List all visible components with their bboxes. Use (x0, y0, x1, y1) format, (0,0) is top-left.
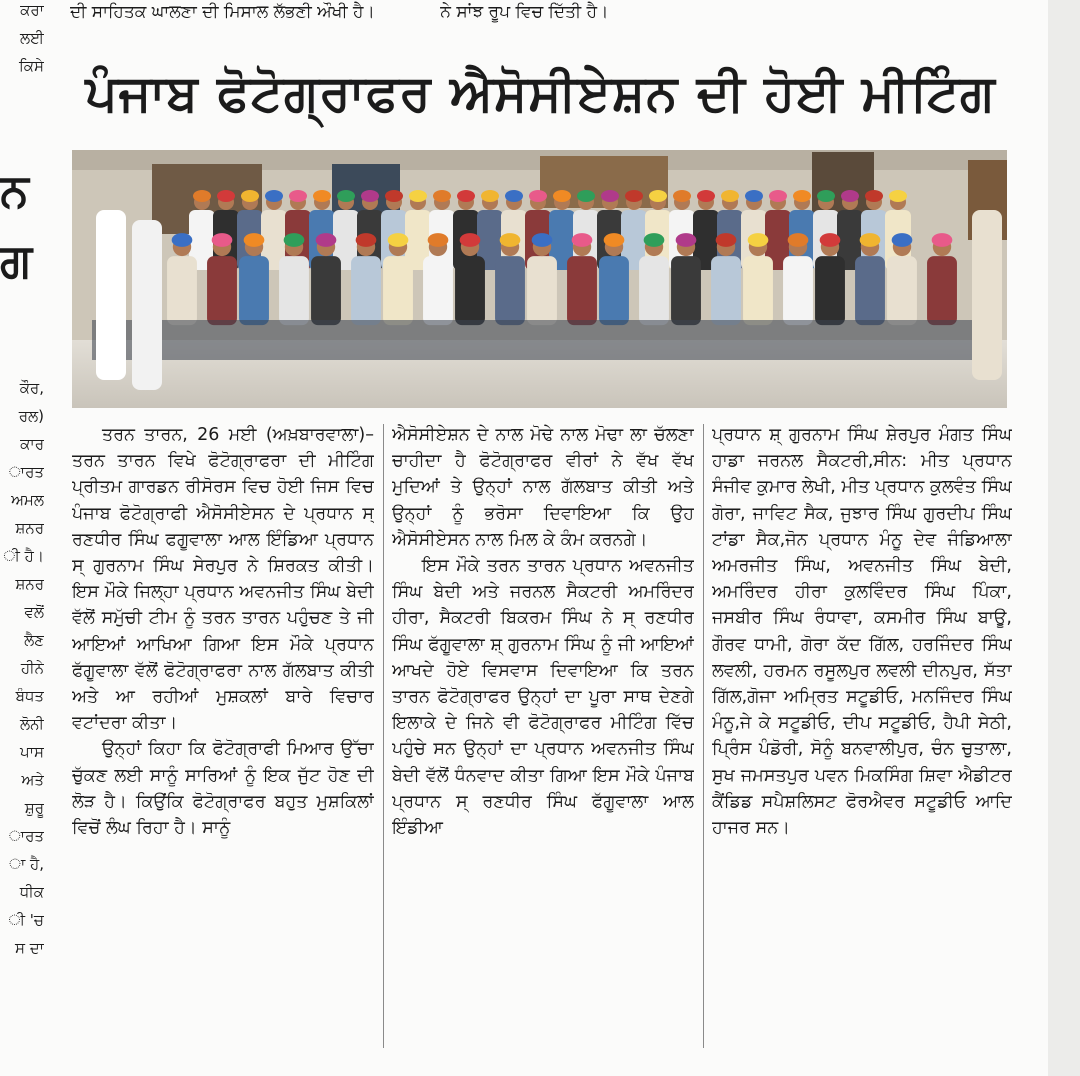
photo-person-turban (604, 233, 625, 247)
photo-person-turban (481, 190, 499, 202)
headline: ਪੰਜਾਬ ਫੋਟੋਗ੍ਰਾਫਰ ਐਸੋਸੀਏਸ਼ਨ ਦੀ ਹੋਈ ਮੀਟਿੰਗ (85, 64, 996, 122)
photo-person-turban (716, 233, 737, 247)
photo-person-body (887, 256, 917, 325)
photo-person-body (927, 256, 957, 325)
photo-person-body (455, 256, 485, 325)
photo-person-turban (385, 190, 403, 202)
photo-person-turban (316, 233, 337, 247)
left-fragment-line: ਲਈ (19, 29, 44, 47)
left-fragment-line: ਾ ਹੈ, (8, 855, 44, 873)
photo-standing-person (96, 210, 126, 380)
previous-article-strip (70, 0, 1020, 28)
left-fragment-line: ਅਤੇ (21, 771, 44, 789)
left-fragment-line: ਸ਼ੁਰੂ (24, 799, 44, 817)
photo-standing-person (132, 220, 162, 390)
photo-person-turban (649, 190, 667, 202)
photo-person-turban (356, 233, 377, 247)
photo-person-turban (745, 190, 763, 202)
left-fragment-line: ਾਰਤ (8, 463, 44, 481)
photo-person-body (815, 256, 845, 325)
left-column-fragment (0, 374, 44, 962)
photo-person-body (207, 256, 237, 325)
photo-person-turban (553, 190, 571, 202)
photo-person-turban (721, 190, 739, 202)
photo-person-body (495, 256, 525, 325)
left-column-fragment-top (0, 0, 44, 80)
photo-person-turban (601, 190, 619, 202)
photo-person-turban (788, 233, 809, 247)
photo-person-turban (889, 190, 907, 202)
photo-person-turban (265, 190, 283, 202)
article-paragraph: ਐਸੋਸੀਏਸ਼ਨ ਦੇ ਨਾਲ ਮੋਢੇ ਨਾਲ ਮੋਢਾ ਲਾ ਚੱਲਣਾ ਚਾਹੀਦਾ ਹੈ ਫੋਟੋਗ੍ਰਾਫਰ ਵੀਰਾਂ ਨੇ ਵੱਖ ਵੱਖ ਮੁਦਿਆਂ ਤੇ ਉਨ੍ਹਾਂ ਨਾਲ ਗੱਲਬਾਤ ਕੀਤੀ ਅਤੇ ਉਨ੍ਹਾਂ ਨੂੰ ਭਰੋਸਾ ਦਿਵਾਇਆ ਕਿ ਉਹ ਐਸੋਸੀਏਸਨ ਨਾਲ ਮਿਲ ਕੇ ਕੰਮ ਕਰਨਗੇ। (392, 425, 694, 550)
article-paragraph: ਇਸ ਮੌਕੇ ਤਰਨ ਤਾਰਨ ਪ੍ਰਧਾਨ ਅਵਨਜੀਤ ਸਿੰਘ ਬੇਦੀ ਅਤੇ ਜਰਨਲ ਸੈਕਟਰੀ ਅਮਰਿੰਦਰ ਹੀਰਾ, ਸੈਕਟਰੀ ਬਿਕਰਮ ਸਿੰਘ ਨੇ ਸ੍ ਰਣਧੀਰ ਸਿੰਘ ਫੱਗੂਵਾਲਾ ਸ਼੍ ਗੁਰਨਾਮ ਸਿੰਘ ਨੂੰ ਜੀ ਆਇਆਂ ਆਖਦੇ ਹੋਏ ਵਿਸਵਾਸ ਦਿਵਾਇਆ ਕਿ ਤਰਨ ਤਾਰਨ ਫੋਟੋਗ੍ਰਾਫਰ ਉਨ੍ਹਾਂ ਦਾ ਪੂਰਾ ਸਾਥ ਦੇਣਗੇ ਇਲਾਕੇ ਦੇ ਜਿਨੇ ਵੀ ਫੋਟੋਗ੍ਰਾਫਰ ਮੀਟਿੰਗ ਵਿੱਚ ਪਹੁੰਚੇ ਸਨ ਉਨ੍ਹਾਂ ਦਾ ਪ੍ਰਧਾਨ ਅਵਨਜੀਤ ਸਿੰਘ ਬੇਦੀ ਵੱਲੋਂ ਧੰਨਵਾਦ ਕੀਤਾ ਗਿਆ ਇਸ ਮੌਕੇ ਪੰਜਾਬ ਪ੍ਰਧਾਨ ਸ੍ ਰਣਧੀਰ ਸਿੰਘ ਫੱਗੂਵਾਲਾ ਆਲ ਇੰਡੀਆ (392, 556, 694, 839)
article-paragraph: ਉਨ੍ਹਾਂ ਕਿਹਾ ਕਿ ਫੋਟੋਗ੍ਰਾਫੀ ਮਿਆਰ ਉੱਚਾ ਚੁੱਕਣ ਲਈ ਸਾਨੂੰ ਸਾਰਿਆਂ ਨੂੰ ਇਕ ਜੁੱਟ ਹੋਣ ਦੀ ਲੋੜ ਹੈ। ਕਿਉਂਕਿ ਫੋਟੋਗ੍ਰਾਫਰ ਬਹੁਤ ਮੁਸ਼ਕਿਲਾਂ ਵਿਚੋਂ ਲੰਘ ਰਿਹਾ ਹੈ। ਸਾਨੂੰ (72, 739, 374, 839)
photo-person-turban (500, 233, 521, 247)
photo-person-turban (820, 233, 841, 247)
photo-person-turban (212, 233, 233, 247)
photo-person-body (783, 256, 813, 325)
photo-person-body (311, 256, 341, 325)
left-fragment-line: ਰਲ) (18, 407, 44, 425)
photo-seated-row (92, 320, 992, 360)
photo-person-turban (433, 190, 451, 202)
column-divider (703, 424, 704, 1048)
left-fragment-line: ਕਾਰ (20, 435, 44, 453)
photo-person-turban (361, 190, 379, 202)
article-paragraph: ਪ੍ਰਧਾਨ ਸ਼੍ ਗੁਰਨਾਮ ਸਿੰਘ ਸ਼ੇਰਪੁਰ ਮੰਗਤ ਸਿੰਘ ਹਾਡਾ ਜਰਨਲ ਸੈਕਟਰੀ,ਸੀਨ: ਮੀਤ ਪ੍ਰਧਾਨ ਸੰਜੀਵ ਕੁਮਾਰ ਲੇਖੀ, ਮੀਤ ਪ੍ਰਧਾਨ ਕੁਲਵੰਤ ਸਿੰਘ ਗੋਰਾ, ਜਾਵਿਟ ਸੈਕ, ਜੁਝਾਰ ਸਿੰਘ ਗੁਰਦੀਪ ਸਿੰਘ ਟਾਂਡਾ ਸੈਕ,ਜੋਨ ਪ੍ਰਧਾਨ ਮੰਨੂ ਦੇਵ ਜੰਡਿਆਲਾ ਅਮਰਜੀਤ ਸਿੰਘ, ਅਵਨਜੀਤ ਸਿੰਘ ਬੇਦੀ, ਅਮਰਿੰਦਰ ਹੀਰਾ ਕੁਲਵਿੰਦਰ ਸਿੰਘ ਪਿੰਕਾ, ਜਸਬੀਰ ਸਿੰਘ ਰੰਧਾਵਾ, ਕਸਮੀਰ ਸਿੰਘ ਬਾਊ, ਗੌਰਵ ਧਾਮੀ, ਗੋਰਾ ਕੱਦ ਗਿੱਲ, ਹਰਜਿੰਦਰ ਸਿੰਘ ਲਵਲੀ, ਹਰਮਨ ਰਸੂਲਪੁਰ ਲਵਲੀ ਦੀਨਪੁਰ, ਸੱਤਾ ਗਿੱਲ,ਗੋਜਾ ਅਮ੍ਰਿਤ ਸਟੂਡੀਓ, ਮਨਜਿੰਦਰ ਸਿੰਘ ਮੰਨੂ,ਜੇ ਕੇ ਸਟੂਡੀਓ, ਦੀਪ ਸਟੂਡੀਓ, ਹੈਪੀ ਸੇਠੀ, ਪ੍ਰਿੰਸ ਪੰਡੋਰੀ, ਸੋਨੂੰ ਬਨਵਾਲੀਪੁਰ, ਚੰਨ ਚੁਤਾਲਾ, ਸੁਖ ਜਮਸਤਪੁਰ ਪਵਨ ਮਿਕਸਿੰਗ ਸ਼ਿਵਾ ਐਡੀਟਰ ਕੈਂਡਿਡ ਸਪੈਸ਼ਲਿਸਟ ਫੋਰਐਵਰ ਸਟੂਡੀਓ ਆਦਿ ਹਾਜਰ ਸਨ। (712, 425, 1012, 839)
previous-article-text-right: ਨੇ ਸਾਂਝ ਰੂਪ ਵਿਚ ਦਿੱਤੀ ਹੈ। (440, 2, 609, 22)
photo-person-turban (676, 233, 697, 247)
photo-person-body (711, 256, 741, 325)
left-headline-fragment-1: ਨ (0, 163, 29, 217)
photo-person-body (279, 256, 309, 325)
page-margin (1048, 0, 1080, 1076)
photo-person-body (239, 256, 269, 325)
photo-person-body (567, 256, 597, 325)
photo-person-body (527, 256, 557, 325)
article-paragraph: ਤਰਨ ਤਾਰਨ, 26 ਮਈ (ਅਖ਼ਬਾਰਵਾਲਾ)– ਤਰਨ ਤਾਰਨ ਵਿਖੇ ਫੋਟੋਗ੍ਰਾਫਰਾ ਦੀ ਮੀਟਿੰਗ ਪ੍ਰੀਤਮ ਗਾਰਡਨ ਰੀਸੋਰਸ ਵਿਚ ਹੋਈ ਜਿਸ ਵਿਚ ਪੰਜਾਬ ਫੋਟੋਗ੍ਰਾਫੀ ਐਸੋਸੀਏਸਨ ਦੇ ਪ੍ਰਧਾਨ ਸ੍ ਰਣਧੀਰ ਸਿੰਘ ਫਗੂਵਾਲਾ ਆਲ ਇੰਡਿਆ ਪ੍ਰਧਾਨ ਸ੍ ਗੁਰਨਾਮ ਸਿੰਘ ਸੇਰਪੁਰ ਨੇ ਸ਼ਿਰਕਤ ਕੀਤੀ। ਇਸ ਮੌਕੇ ਜਿਲ੍ਹਾ ਪ੍ਰਧਾਨ ਅਵਨਜੀਤ ਸਿੰਘ ਬੇਦੀ ਵੱਲੋਂ ਸਮੁੱਚੀ ਟੀਮ ਨੂੰ ਤਰਨ ਤਾਰਨ ਪਹੁੰਚਣ ਤੇ ਜੀ ਆਇਆਂ ਆਖਿਆ ਗਿਆ ਇਸ ਮੌਕੇ ਪ੍ਰਧਾਨ ਫੱਗੂਵਾਲਾ ਵੱਲੋਂ ਫੋਟੋਗ੍ਰਾਫਰਾ ਨਾਲ ਗੱਲਬਾਤ ਕੀਤੀ ਅਤੇ ਆ ਰਹੀਆਂ ਮੁਸ਼ਕਲਾਂ ਬਾਰੇ ਵਿਚਾਰ ਵਟਾਂਦਰਾ ਕੀਤਾ। (72, 425, 374, 734)
photo-person-body (383, 256, 413, 325)
photo-person-turban (217, 190, 235, 202)
photo-person-body (743, 256, 773, 325)
left-fragment-line: ਵਲੋਂ (24, 603, 44, 621)
column-divider (383, 424, 384, 1048)
left-headline-fragment-2: ਗ (0, 233, 33, 287)
left-fragment-line: ਸ਼ਨਰ (15, 519, 44, 537)
photo-person-turban (793, 190, 811, 202)
left-fragment-line: ਸ਼ਨਰ (15, 575, 44, 593)
photo-person-turban (505, 190, 523, 202)
photo-person-turban (841, 190, 859, 202)
photo-person-turban (193, 190, 211, 202)
photo-person-body (855, 256, 885, 325)
photo-person-turban (865, 190, 883, 202)
photo-person-body (423, 256, 453, 325)
photo-person-turban (172, 233, 193, 247)
photo-person-turban (577, 190, 595, 202)
left-fragment-line: ਕੌਰ, (19, 379, 44, 397)
photo-person-turban (409, 190, 427, 202)
photo-person-turban (892, 233, 913, 247)
photo-person-turban (673, 190, 691, 202)
photo-person-turban (241, 190, 259, 202)
left-fragment-line: ਬੰਧਤ (15, 687, 44, 705)
left-fragment-line: ਅਮਲ (11, 491, 44, 509)
photo-person-turban (532, 233, 553, 247)
left-fragment-line: ਲੈਣ (24, 631, 44, 649)
photo-person-turban (460, 233, 481, 247)
photo-person-turban (625, 190, 643, 202)
photo-person-turban (932, 233, 953, 247)
photo-person-turban (817, 190, 835, 202)
photo-person-turban (244, 233, 265, 247)
left-fragment-line: ਪਾਸ (20, 743, 44, 761)
photo-person-turban (697, 190, 715, 202)
article-column-3 (712, 422, 1012, 1072)
photo-person-turban (748, 233, 769, 247)
photo-person-turban (457, 190, 475, 202)
left-fragment-line: ਾਰਤ (8, 827, 44, 845)
photo-person-turban (313, 190, 331, 202)
photo-person-body (639, 256, 669, 325)
left-fragment-line: ਸ ਦਾ (15, 939, 44, 957)
left-fragment-line: ਕਰਾ (20, 1, 44, 19)
photo-person-turban (529, 190, 547, 202)
left-fragment-line: ਕਿਸੇ (18, 57, 44, 75)
photo-person-turban (644, 233, 665, 247)
left-fragment-line: ਧੀਕ (19, 883, 44, 901)
previous-article-text-left: ਦੀ ਸਾਹਿਤਕ ਘਾਲਣਾ ਦੀ ਮਿਸਾਲ ਲੱਭਣੀ ਔਖੀ ਹੈ। (70, 2, 375, 22)
photo-person-turban (572, 233, 593, 247)
left-fragment-line: ਹੀਨੇ (20, 659, 44, 677)
photo-person-turban (860, 233, 881, 247)
photo-person-turban (337, 190, 355, 202)
photo-person-body (599, 256, 629, 325)
left-fragment-line: ੀ ਹੈ। (3, 547, 44, 565)
photo-person-body (167, 256, 197, 325)
photo-person-body (351, 256, 381, 325)
article-column-2 (392, 422, 694, 1072)
group-photo-people (92, 190, 1002, 390)
photo-standing-person (972, 210, 1002, 380)
article-column-1 (72, 422, 374, 1072)
left-fragment-line: ਲੋਨੀ (19, 715, 44, 733)
photo-person-turban (284, 233, 305, 247)
photo-person-turban (769, 190, 787, 202)
photo-person-turban (289, 190, 307, 202)
group-photo (72, 150, 1007, 408)
photo-person-turban (428, 233, 449, 247)
photo-person-body (671, 256, 701, 325)
photo-person-turban (388, 233, 409, 247)
left-fragment-line: ੀ 'ਚ (8, 911, 44, 929)
